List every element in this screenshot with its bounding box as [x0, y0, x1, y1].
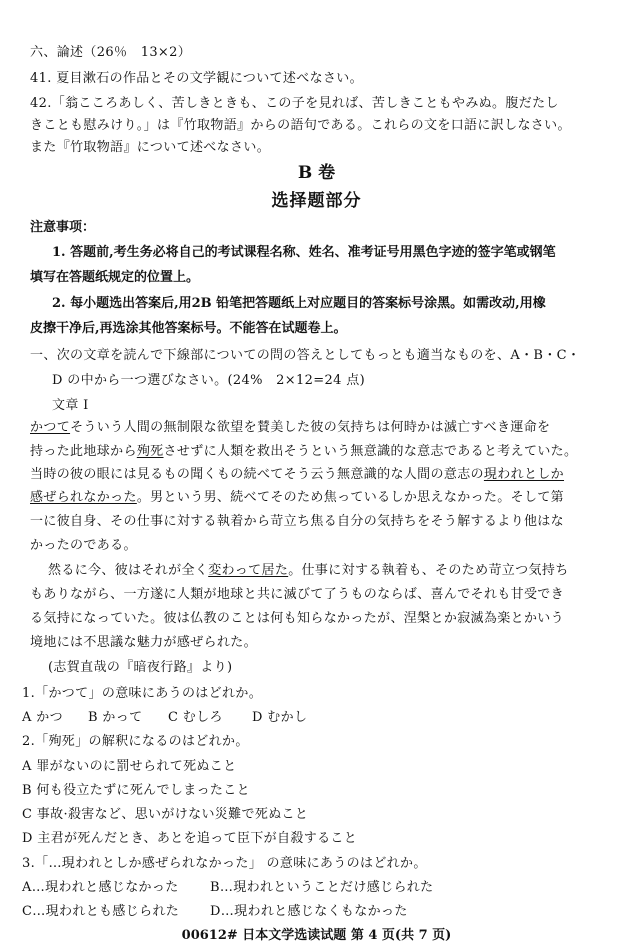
note-2-line1: 2. 每小题选出答案后,用2B 铅笔把答题纸上对应题目的答案标号涂黑。如需改动,用橡 — [52, 296, 546, 311]
passage-line: もありながら、一方遂に人類が地球と共に滅びて了うものならば、喜んでそれも甘受でき — [30, 587, 565, 602]
section1-instruction-line1: 一、次の文章を読んで下線部についての問の答えとしてもっとも適当なものを、A・B・C・ — [30, 348, 581, 363]
passage-line: 然るに今、彼はそれが全く変わって居た。仕事に対する執着も、そのため苛立つ気持ち — [48, 563, 569, 578]
question-3-option-a: A…現われと感じなかった — [22, 880, 179, 895]
note-1-line1: 1. 答题前,考生务必将自己的考试课程名称、姓名、准考证号用黑色字迹的签字笔或钢笔 — [52, 245, 556, 260]
question-42-line2: きことも慰みけり。」は『竹取物語』からの語句である。これらの文を口語に訳しなさい。 — [30, 118, 571, 133]
question-2-option-a: A 罪がないのに罰せられて死ぬこと — [22, 759, 237, 774]
volume-title: B 卷 — [297, 163, 336, 183]
passage-line: かつてそういう人間の無制限な欲望を賛美した彼の気持ちは何時かは滅亡すべき運命を — [30, 420, 551, 435]
section6-heading: 六、論述（26％ 13×2） — [30, 45, 192, 60]
underline-arawareto-part1: 現われとしか — [483, 467, 565, 482]
question-1-option-a: A かつ — [22, 710, 63, 725]
question-41: 41. 夏目漱石の作品とその文学観について述べなさい。 — [30, 71, 363, 86]
passage-line: 境地には不思議な魅力が感ぜられた。 — [30, 635, 257, 650]
question-3-option-d: D…現われと感じなくもなかった — [210, 904, 408, 919]
part-title: 选择题部分 — [271, 191, 362, 211]
question-42-line1: 42.「翁こころあしく、苦しきときも、この子を見れば、苦しきこともやみぬ。腹だたし — [30, 96, 559, 111]
question-2-option-c: C 事故·殺害など、思いがけない災難で死ぬこと — [22, 807, 309, 822]
passage-line: 持った此地球から殉死させずに人類を救出そうという無意識的な意志であると考えていた。 — [30, 444, 578, 459]
underline-kawatte-ita: 変わって居た — [208, 563, 289, 578]
question-2-option-b: B 何も役立たずに死んでしまったこと — [22, 783, 250, 798]
notes-heading: 注意事项： — [30, 220, 96, 235]
question-42-line3: また『竹取物語』について述べなさい。 — [30, 140, 271, 155]
underline-katsute: かつて — [30, 420, 71, 435]
question-1-option-c: C むしろ — [168, 710, 223, 725]
passage-line: 当時の彼の眼には見るもの聞くもの続べてそう云う無意識的な人間の意志の現われとしか — [30, 467, 565, 482]
question-3-option-c: C…現われとも感じられた — [22, 904, 180, 919]
question-2-stem: 2.「殉死」の解釈になるのはどれか。 — [22, 734, 249, 749]
section1-instruction-line2: D の中から一つ選びなさい。(24% 2×12=24 点) — [52, 373, 366, 388]
question-3-stem: 3.「…現われとしか感ぜられなかった」 の意味にあうのはどれか。 — [22, 856, 427, 871]
passage-line: 感ぜられなかった。男という男、続べてそのため焦っているしか思えなかった。そして第 — [30, 490, 565, 505]
passage-line: かったのである。 — [30, 538, 137, 553]
question-1-option-b: B かって — [88, 710, 143, 725]
note-2-line2: 皮擦干净后,再选涂其他答案标号。不能答在试题卷上。 — [30, 321, 347, 336]
note-1-line2: 填写在答题纸规定的位置上。 — [30, 270, 200, 285]
page-footer: 00612# 日本文学选读试题 第 4 页(共 7 页) — [181, 928, 452, 943]
question-1-option-d: D むかし — [252, 710, 308, 725]
passage-line: る気持になっていた。彼は仏教のことは何も知らなかったが、涅槃とか寂滅為楽とかいう — [30, 611, 565, 626]
question-2-option-d: D 主君が死んだとき、あとを追って臣下が自殺すること — [22, 831, 358, 846]
text-label: 文章 I — [52, 398, 89, 413]
passage-line: 一に彼自身、その仕事に対する執着から苛立ち焦る自分の気持ちをそう解するより他はな — [30, 514, 565, 529]
underline-arawareto-part2: 感ぜられなかった — [30, 490, 137, 505]
underline-junshi: 殉死 — [136, 444, 164, 459]
passage-source: (志賀直哉の『暗夜行路』より) — [48, 660, 233, 675]
question-3-option-b: B…現われということだけ感じられた — [210, 880, 434, 895]
question-1-stem: 1.「かつて」の意味にあうのはどれか。 — [22, 686, 263, 701]
